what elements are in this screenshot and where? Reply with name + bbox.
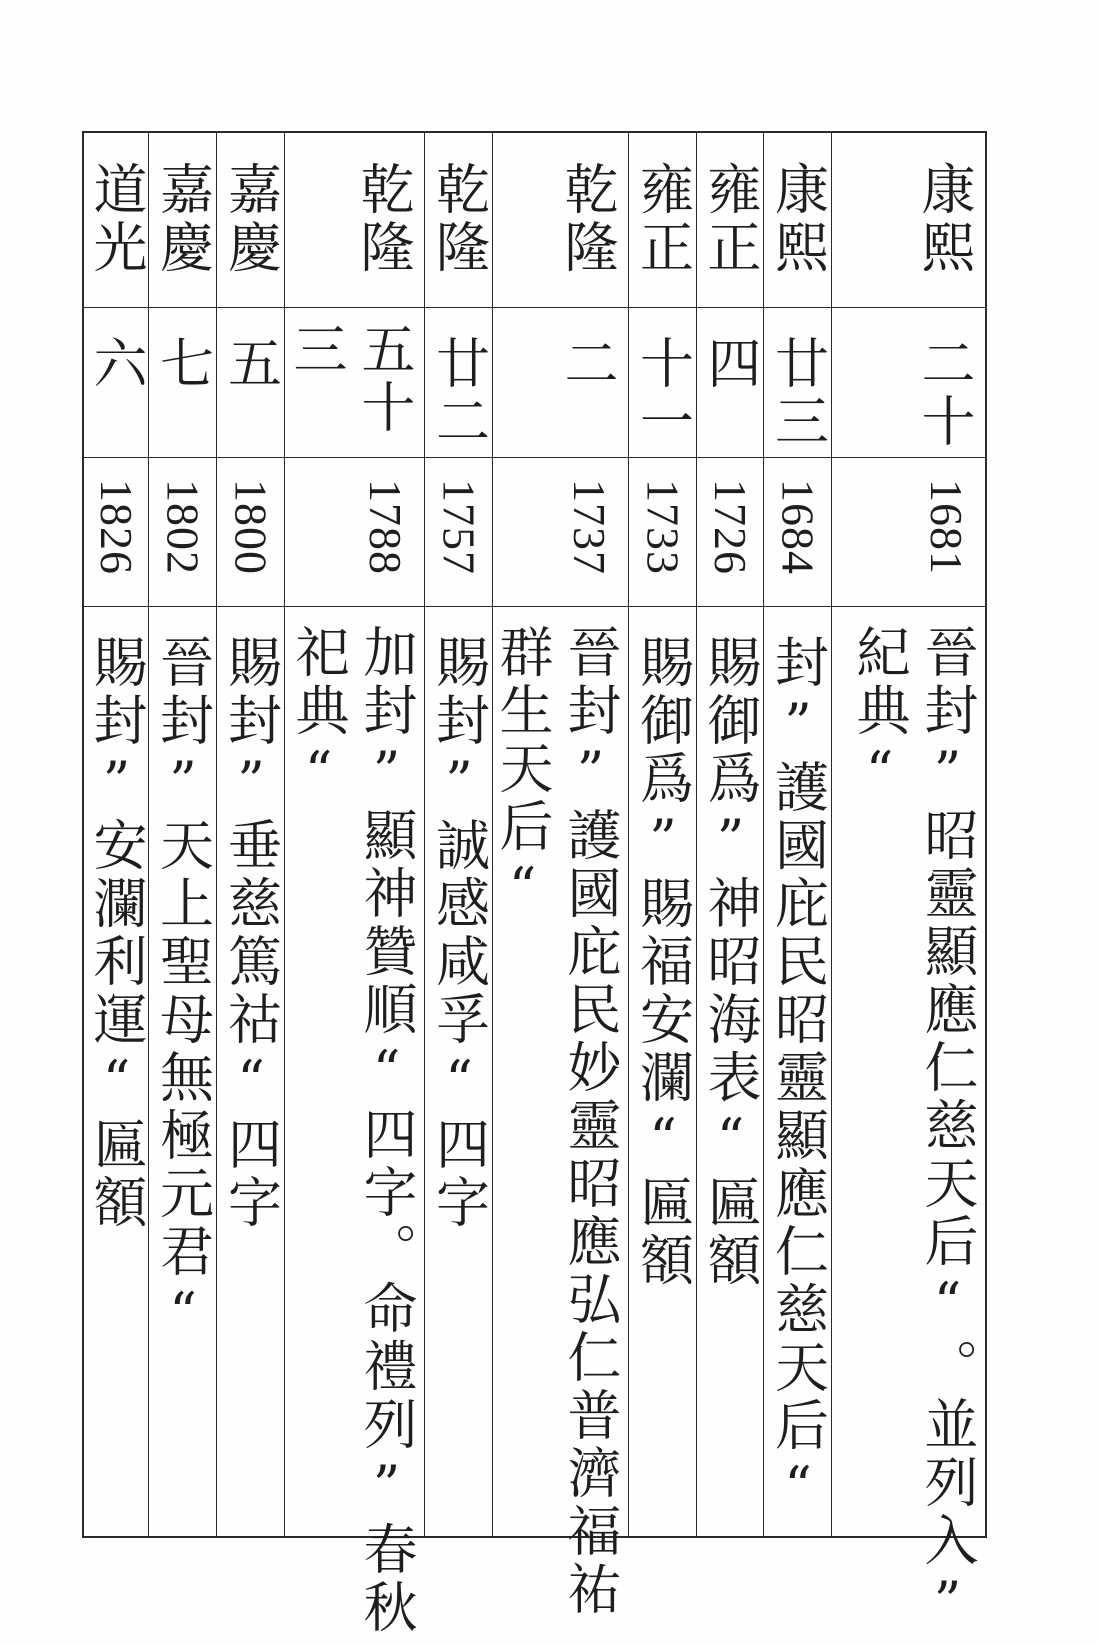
year-cell	[425, 307, 492, 457]
event-text: 賜封”誠感咸孚“四字	[427, 634, 491, 1232]
era-cell	[764, 133, 831, 307]
ad-year-cell	[832, 457, 985, 606]
year-text: 廿三	[766, 335, 830, 451]
era-cell	[832, 133, 985, 307]
ad-year-text: 1733	[637, 479, 689, 575]
era-text: 康熙	[766, 161, 830, 277]
era-cell	[285, 133, 424, 307]
year-text: 六	[85, 335, 148, 393]
year-cell	[285, 307, 424, 457]
table-row	[149, 133, 217, 1536]
ad-year-text: 1684	[772, 479, 824, 575]
year-cell	[217, 307, 284, 457]
event-cell	[832, 606, 985, 1637]
table-row	[491, 133, 629, 1619]
ad-year-cell	[493, 457, 628, 606]
event-text: 賜御爲”神昭海表“匾額	[699, 634, 762, 1290]
year-text: 二十	[913, 335, 976, 451]
year-text: 五	[219, 335, 283, 393]
era-cell	[493, 133, 628, 307]
year-text: 二	[556, 335, 619, 393]
year-text: 七	[151, 335, 215, 393]
event-cell	[84, 606, 148, 1536]
table-row	[425, 133, 493, 1536]
era-text: 嘉慶	[151, 161, 215, 277]
era-text: 康熙	[913, 161, 976, 277]
era-cell	[697, 133, 763, 307]
event-text: 賜封”安瀾利運“匾額	[85, 634, 148, 1232]
era-text: 乾隆	[427, 161, 491, 277]
table-row	[217, 133, 285, 1536]
table-row	[285, 133, 425, 1637]
ad-year-cell	[285, 457, 424, 606]
chronology-table	[82, 131, 987, 1637]
event-text: 賜御爲”賜福安瀾“匾額	[631, 634, 695, 1290]
table-row	[84, 133, 149, 1536]
event-text: 加封”顯神贊順“四字。命禮列”春秋 祀典“	[287, 624, 418, 1637]
era-cell	[629, 133, 696, 307]
event-cell	[217, 606, 284, 1536]
year-cell	[764, 307, 831, 457]
event-cell	[491, 606, 628, 1619]
ad-year-cell	[764, 457, 831, 606]
year-cell	[493, 307, 628, 457]
ad-year-cell	[629, 457, 696, 606]
event-text: 晉封”天上聖母無極元君“	[151, 634, 215, 1348]
event-text: 封”護國庇民昭靈顯應仁慈天后“	[766, 634, 830, 1522]
table-row	[764, 133, 832, 1536]
event-cell	[285, 606, 424, 1637]
ad-year-text: 1757	[433, 479, 485, 575]
year-text: 十一	[631, 335, 695, 451]
event-cell	[764, 606, 831, 1536]
event-text: 晉封”護國庇民妙靈昭應弘仁普濟福祐 群生天后“	[491, 624, 622, 1619]
year-cell	[832, 307, 985, 457]
ad-year-text: 1802	[157, 479, 209, 575]
ad-year-text: 1788	[360, 479, 411, 575]
event-cell	[425, 606, 492, 1536]
ad-year-cell	[84, 457, 148, 606]
era-text: 道光	[85, 161, 148, 277]
event-cell	[629, 606, 696, 1536]
ad-year-cell	[149, 457, 216, 606]
table-row	[832, 133, 985, 1637]
year-cell	[149, 307, 216, 457]
ad-year-text: 1800	[225, 479, 277, 575]
era-cell	[149, 133, 216, 307]
year-cell	[697, 307, 763, 457]
era-cell	[84, 133, 148, 307]
ad-year-text: 1826	[91, 479, 142, 575]
table-row	[629, 133, 697, 1536]
year-cell	[84, 307, 148, 457]
ad-year-cell	[425, 457, 492, 606]
era-text: 雍正	[631, 161, 695, 277]
ad-year-cell	[217, 457, 284, 606]
table-row	[697, 133, 764, 1536]
era-text: 乾隆	[556, 161, 619, 277]
event-cell	[149, 606, 216, 1536]
year-cell	[629, 307, 696, 457]
year-text: 五十 三	[285, 321, 416, 437]
ad-year-text: 1726	[705, 479, 756, 575]
era-text: 雍正	[699, 161, 762, 277]
ad-year-text: 1737	[564, 479, 615, 575]
event-cell	[697, 606, 763, 1536]
ad-year-cell	[697, 457, 763, 606]
era-text: 嘉慶	[219, 161, 283, 277]
ad-year-text: 1681	[921, 479, 972, 575]
era-text: 乾隆	[352, 161, 415, 277]
event-text: 賜封”垂慈篤祜“四字	[219, 634, 283, 1232]
year-text: 四	[699, 335, 762, 393]
era-cell	[425, 133, 492, 307]
year-text: 廿二	[427, 335, 491, 451]
era-cell	[217, 133, 284, 307]
event-text: 晉封”昭靈顯應仁慈天后“。並列入” 紀典“	[848, 624, 979, 1637]
